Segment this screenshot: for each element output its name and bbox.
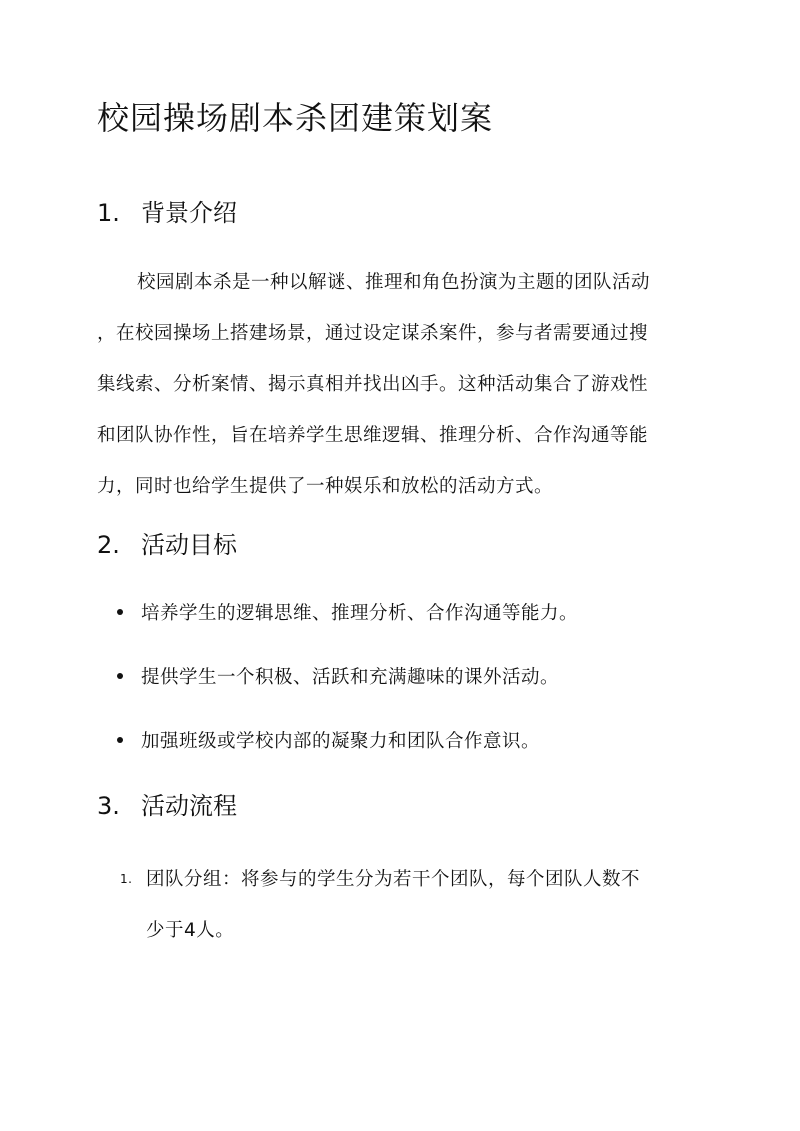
section-number: 3. <box>97 792 120 820</box>
list-item <box>117 598 578 662</box>
section-number: 1. <box>97 199 120 227</box>
background-paragraph <box>97 257 717 512</box>
step-line: 团队分组：将参与的学生分为若干个团队，每个团队人数不 <box>146 869 641 890</box>
list-item <box>117 726 578 790</box>
bullet-icon <box>117 673 123 679</box>
section-number: 2. <box>97 531 120 559</box>
list-item <box>117 662 578 726</box>
section-title: 活动流程 <box>141 792 237 820</box>
bullet-text: 提供学生一个积极、活跃和充满趣味的课外活动。 <box>141 667 560 688</box>
section-title: 活动目标 <box>141 531 237 559</box>
bullet-text: 培养学生的逻辑思维、推理分析、合作沟通等能力。 <box>141 603 579 624</box>
document-title: 校园操场剧本杀团建策划案 <box>97 99 494 137</box>
paragraph-line: 校园剧本杀是一种以解谜、推理和角色扮演为主题的团队活动 <box>137 272 651 293</box>
bullet-text: 加强班级或学校内部的凝聚力和团队合作意识。 <box>141 731 541 752</box>
bullet-icon <box>117 609 123 615</box>
goals-bullet-list <box>117 598 578 790</box>
section-heading-background <box>97 196 237 230</box>
step-line: 少于4人。 <box>146 920 235 941</box>
step-number: 1. <box>120 872 133 886</box>
step-body <box>146 854 726 956</box>
bullet-icon <box>117 737 123 743</box>
section-title: 背景介绍 <box>141 199 237 227</box>
paragraph-line: 力，同时也给学生提供了一种娱乐和放松的活动方式。 <box>97 476 554 497</box>
section-heading-process <box>97 789 237 823</box>
paragraph-line: ，在校园操场上搭建场景，通过设定谋杀案件，参与者需要通过搜 <box>97 323 649 344</box>
paragraph-line: 和团队协作性，旨在培养学生思维逻辑、推理分析、合作沟通等能 <box>97 425 649 446</box>
paragraph-line: 集线索、分析案情、揭示真相并找出凶手。这种活动集合了游戏性 <box>97 374 649 395</box>
section-heading-goals <box>97 528 237 562</box>
